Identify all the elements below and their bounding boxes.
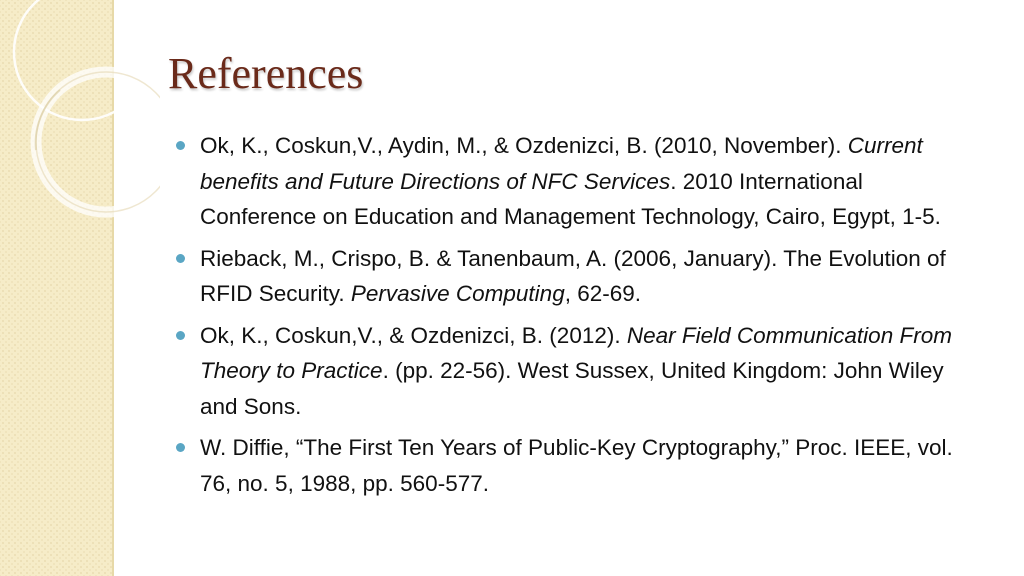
- decorative-rings-graphic: [0, 0, 160, 230]
- reference-text: Ok, K., Coskun,V., & Ozdenizci, B. (2012).: [200, 322, 627, 348]
- reference-italic-title: Pervasive Computing: [350, 281, 565, 306]
- reference-italic-title: Current benefits and Future Directions of NFC Services: [200, 133, 923, 194]
- bullet-icon: [176, 141, 185, 150]
- reference-text-tail: . (pp. 22-56). West Sussex, United Kingdom: John Wiley and Sons.: [200, 358, 944, 419]
- reference-item: [176, 430, 976, 501]
- references-list: [176, 128, 976, 507]
- reference-text-tail: . 2010 International Conference on Education and Management Technology, Cairo, Egypt, 1-5.: [200, 168, 941, 229]
- bullet-icon: [176, 254, 185, 263]
- bullet-icon: [176, 331, 185, 340]
- reference-item: [176, 128, 976, 235]
- reference-text: Rieback, M., Crispo, B. & Tanenbaum, A. (2006, January). The Evolution of RFID Security.: [200, 245, 946, 306]
- bullet-icon: [176, 443, 185, 452]
- reference-item: [176, 318, 976, 425]
- reference-item: [176, 241, 976, 312]
- reference-text: Ok, K., Coskun,V., Aydin, M., & Ozdenizci, B. (2010, November).: [200, 133, 848, 158]
- reference-italic-title: Near Field Communication From Theory to Practice: [200, 322, 952, 383]
- slide-title: References: [168, 49, 364, 98]
- reference-text: W. Diffie, “The First Ten Years of Public-Key Cryptography,” Proc. IEEE, vol. 76, no. 5, 1988, pp. 560-577.: [200, 435, 953, 496]
- reference-text-tail: , 62-69.: [564, 281, 642, 306]
